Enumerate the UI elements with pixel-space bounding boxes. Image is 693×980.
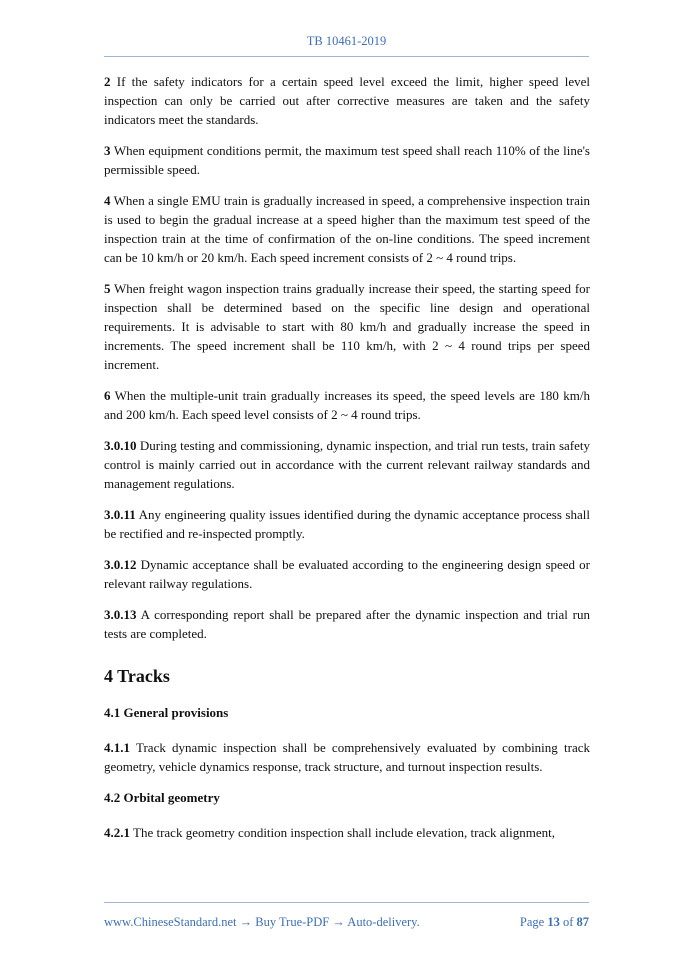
clause-number: 3.0.10 [104,438,137,453]
clause-text: The track geometry condition inspection shall include elevation, track alignment, [130,825,556,840]
clause-text: Any engineering quality issues identified during the dynamic acceptance process shall be rectified and re-inspected promptly. [104,507,590,541]
clause-item-2 [104,72,590,129]
clause-number: 3 [104,143,111,158]
clause-text: When equipment conditions permit, the maximum test speed shall reach 110% of the line's permissible speed. [104,143,590,177]
clause-number: 4.2.1 [104,825,130,840]
section-heading-4-1: 4.1 General provisions [104,705,229,720]
clause-3-0-13 [104,605,590,643]
clause-number: 3.0.11 [104,507,136,522]
clause-number: 6 [104,388,111,403]
clause-text: Track dynamic inspection shall be comprehensively evaluated by combining track geometry, vehicle dynamics response, track structure, and turnout inspection results. [104,740,590,774]
clause-3-0-12 [104,555,590,593]
page-indicator [520,915,589,930]
clause-item-6 [104,386,590,424]
chapter-heading: 4 Tracks [104,666,170,686]
clause-text: A corresponding report shall be prepared after the dynamic inspection and trial run tests are completed. [104,607,590,641]
clause-text: When the multiple-unit train gradually increases its speed, the speed levels are 180 km/h and 200 km/h. Each speed level consists of 2 ~ 4 round trips. [104,388,590,422]
clause-number: 2 [104,74,111,89]
clause-text: During testing and commissioning, dynamic inspection, and trial run tests, train safety control is mainly carried out in accordance with the current relevant railway standards and management regulations. [104,438,590,491]
section-heading-4-2: 4.2 Orbital geometry [104,790,220,805]
clause-4-2-1 [104,823,590,842]
page-footer [104,902,589,933]
clause-4-1-1 [104,738,590,776]
clause-text: If the safety indicators for a certain speed level exceed the limit, higher speed level inspection can only be carried out after corrective measures are taken and the safety indicators meet the standards. [104,74,590,127]
clause-3-0-11 [104,505,590,543]
clause-item-3 [104,141,590,179]
clause-number: 4.1.1 [104,740,130,755]
standard-code: TB 10461-2019 [306,34,387,48]
clause-number: 4 [104,193,111,208]
clause-number: 5 [104,281,111,296]
clause-item-4 [104,191,590,267]
clause-number: 3.0.13 [104,607,137,622]
clause-text: Dynamic acceptance shall be evaluated according to the engineering design speed or relevant railway regulations. [104,557,590,591]
page-number: 13 [547,915,560,929]
page-label: Page [519,915,545,929]
store-link[interactable]: www.ChineseStandard.net → Buy True-PDF → Auto-delivery. [104,915,420,929]
of-label: of [562,915,574,929]
clause-3-0-10 [104,436,590,493]
clause-text: When freight wagon inspection trains gradually increase their speed, the starting speed for inspection shall be determined based on the specific line design and operational requirements. It is advisable to start with 80 km/h and gradually increase the speed in increments. The speed increment shall be 110 km/h, with 2 ~ 4 round trips per speed increment. [104,281,590,372]
clause-text: When a single EMU train is gradually increased in speed, a comprehensive inspection train is used to begin the gradual increase at a speed higher than the maximum test speed of the inspection train at the time of confirmation of the on-line conditions. The speed increment can be 10 km/h or 20 km/h. Each speed increment consists of 2 ~ 4 round trips. [104,193,590,265]
page-total: 87 [576,915,589,929]
page-header [104,34,589,57]
clause-item-5 [104,279,590,374]
page-body [104,72,590,854]
clause-number: 3.0.12 [104,557,137,572]
